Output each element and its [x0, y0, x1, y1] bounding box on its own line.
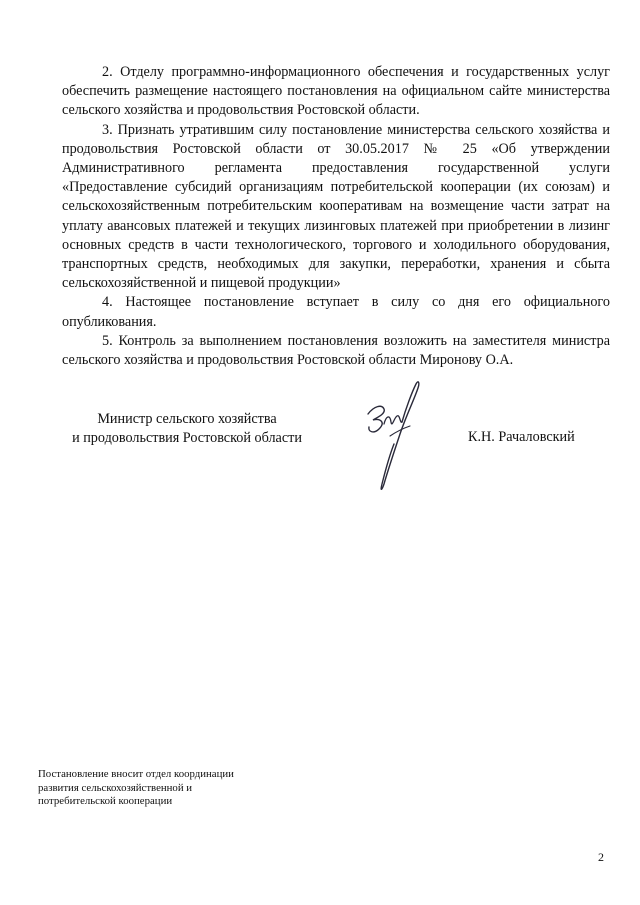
- handwritten-signature: [360, 378, 430, 498]
- footnote-line-3: потребительской кооперации: [38, 795, 173, 807]
- footnote-line-2: развития сельскохозяйственной и: [38, 781, 193, 794]
- page-number: 2: [598, 850, 604, 864]
- signatory-title: [62, 410, 312, 448]
- signatory-name: К.Н. Рачаловский: [468, 429, 575, 445]
- footnote-line-1: Постановление вносит отдел координации: [38, 768, 234, 780]
- document-body: [62, 63, 610, 370]
- paragraph-4: 4. Настоящее постановление вступает в силу со дня его официального опубликования.: [62, 294, 610, 330]
- executor-footnote: [38, 768, 298, 809]
- paragraph-5: 5. Контроль за выполнением постановления возложить на заместителя министра сельского хозяйства и продовольствия Ростовской области Миронову О.А.: [62, 332, 610, 369]
- signatory-title-line-1: Министр сельского хозяйства: [97, 411, 277, 427]
- paragraph-2: 2. Отделу программно-информационного обеспечения и государственных услуг обеспечить размещение настоящего постановления на официальном сайте министерства сельского хозяйства и продовольствия Ростовской области.: [62, 64, 610, 119]
- paragraph-3: 3. Признать утратившим силу постановление министерства сельского хозяйства и продовольствия Ростовской области от 30.05.2017 № 25 «Об утверждении Административного регламента предоставления государственной услуги «Предоставление субсидий организациям потребительской кооперации (их союзам) и сельскохозяйственным потребительским кооперативам на возмещение части затрат на уплату авансовых платежей и текущих лизинговых платежей при приобретении в лизинг основных средств в части технологического, торгового и холодильного оборудования, транспортных средств, необходимых для закупки, переработки, хранения и сбыта сельскохозяйственной и пищевой продукции»: [62, 121, 610, 292]
- signatory-title-line-2: и продовольствия Ростовской области: [72, 430, 302, 446]
